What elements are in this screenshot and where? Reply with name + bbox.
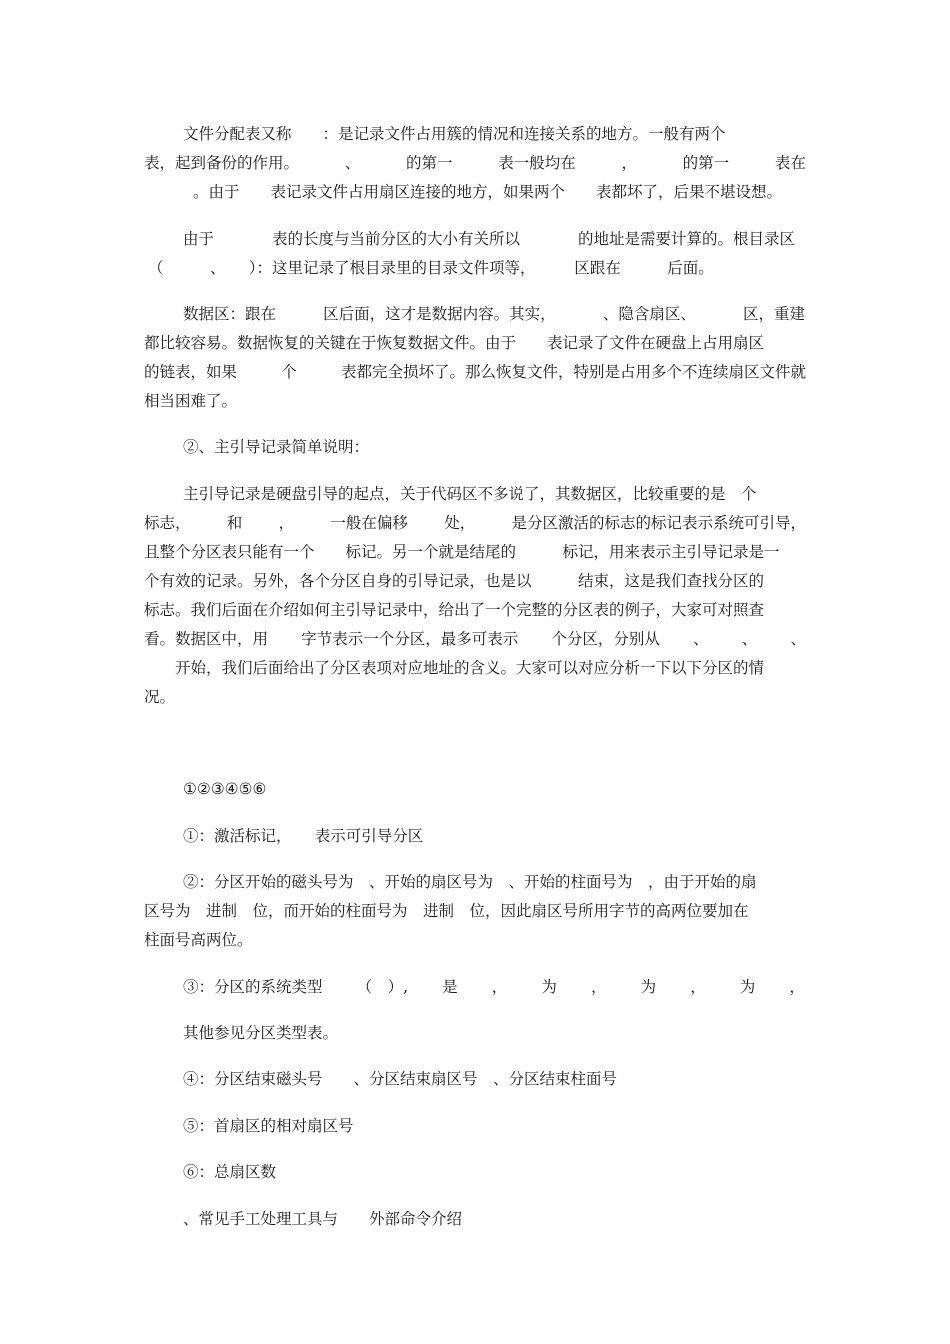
para2-line2: （ 、 ）：这里记录了根目录里的目录文件项等， 区跟在 后面。 bbox=[148, 259, 714, 277]
text-fragment: 表一般均在 bbox=[498, 154, 576, 172]
text-fragment: 区后面，这才是数据内容。其实， bbox=[323, 305, 556, 323]
item5-relative-sector: ⑤：首扇区的相对扇区号 bbox=[183, 1117, 354, 1135]
text-fragment: 看。数据区中，用 bbox=[144, 630, 269, 648]
text-fragment: ， bbox=[690, 978, 706, 996]
text-fragment: ， bbox=[590, 978, 607, 996]
text-fragment: 表的长度与当前分区的大小有关所以 bbox=[271, 230, 520, 248]
text-fragment: ， bbox=[491, 978, 508, 996]
text-fragment: 标志， bbox=[144, 514, 191, 532]
text-fragment: 为 bbox=[640, 978, 657, 996]
text-fragment: 为 bbox=[739, 978, 756, 996]
text-fragment: 、 bbox=[344, 154, 361, 172]
text-fragment: 是分区激活的标志的标记表示系统可引导， bbox=[511, 514, 806, 532]
text-fragment: ③：分区的系统类型 bbox=[183, 978, 323, 996]
text-fragment: 、 bbox=[741, 630, 758, 648]
item6-total-sectors: ⑥：总扇区数 bbox=[183, 1163, 277, 1181]
item2-line3: 柱面号高两位。 bbox=[144, 931, 253, 949]
text-fragment: 和 bbox=[226, 514, 243, 532]
text-fragment: 个分区，分别从 bbox=[551, 630, 660, 648]
text-fragment: （ ）, bbox=[356, 978, 409, 996]
para4-line8: 况。 bbox=[144, 688, 176, 706]
para3-line3 bbox=[144, 362, 806, 382]
text-fragment: 的地址是需要计算的。根目录区 bbox=[577, 230, 795, 248]
text-fragment: 为 bbox=[541, 978, 557, 996]
para4-line6 bbox=[144, 629, 806, 649]
para3-line2: 都比较容易。数据恢复的关键在于恢复数据文件。由于 表记录了文件在硬盘上占用扇区 bbox=[144, 334, 765, 352]
item1-active-flag: ①：激活标记， 表示可引导分区 bbox=[183, 827, 424, 845]
para4-line1: 主引导记录是硬盘引导的起点，关于代码区不多说了，其数据区，比较重要的是 个 bbox=[183, 485, 757, 503]
text-fragment: 一般在偏移 bbox=[330, 514, 408, 532]
para4-line4: 个有效的记录。另外，各个分区自身的引导记录，也是以 结束，这是我们查找分区的 bbox=[144, 572, 765, 590]
item3-line2: 其他参见分区类型表。 bbox=[183, 1024, 339, 1042]
text-fragment: ， bbox=[278, 514, 295, 532]
text-fragment: 的第一 bbox=[405, 154, 453, 172]
text-fragment: 的第一 bbox=[682, 154, 730, 172]
text-fragment: 、隐含扇区、 bbox=[602, 305, 696, 323]
text-fragment: 、 bbox=[693, 630, 709, 648]
text-fragment: 个 bbox=[281, 363, 297, 381]
para3-line4: 相当困难了。 bbox=[144, 392, 238, 410]
text-fragment: 区，重建 bbox=[742, 305, 805, 323]
section-heading-mbr: ②、主引导记录简单说明： bbox=[183, 438, 370, 456]
para4-line2 bbox=[144, 513, 806, 533]
text-fragment: 、 bbox=[790, 630, 806, 648]
text-fragment: ， bbox=[621, 154, 637, 172]
para1-line2 bbox=[144, 153, 806, 173]
para4-line3: 且整个分区表只能有一个 标记。另一个就是结尾的 标记，用来表示主引导记录是一 bbox=[144, 543, 780, 561]
circled-numbers-list: ①②③④⑤⑥ bbox=[183, 780, 267, 798]
section-title-tools: 、常见手工处理工具与 外部命令介绍 bbox=[183, 1210, 463, 1228]
para1-line3: 。由于 表记录文件占用扇区连接的地方，如果两个 表都坏了，后果不堪设想。 bbox=[193, 183, 783, 201]
item2-line1: ②：分区开始的磁头号为 、开始的扇区号为 、开始的柱面号为 ，由于开始的扇 bbox=[183, 873, 757, 891]
para4-line5: 标志。我们后面在介绍如何主引导记录中，给出了一个完整的分区表的例子，大家可对照查 bbox=[144, 601, 765, 619]
text-fragment: 是 bbox=[442, 978, 458, 996]
item3-line1 bbox=[183, 977, 805, 997]
text-fragment: 表，起到备份的作用。 bbox=[144, 154, 300, 172]
item2-line2: 区号为 进制 位，而开始的柱面号为 进制 位，因此扇区号所用字节的高两位要加在 bbox=[144, 902, 749, 920]
para1-line1: 文件分配表又称 ：是记录文件占用簇的情况和连接关系的地方。一般有两个 bbox=[183, 125, 726, 143]
text-fragment: 数据区：跟在 bbox=[183, 305, 277, 323]
text-fragment: ， bbox=[789, 978, 805, 996]
para4-line7: 开始，我们后面给出了分区表项对应地址的含义。大家可以对应分析一下以下分区的情 bbox=[175, 659, 765, 677]
item4-partition-end: ④：分区结束磁头号 、分区结束扇区号 、分区结束柱面号 bbox=[183, 1070, 618, 1088]
text-fragment: 由于 bbox=[183, 230, 215, 248]
text-fragment: 字节表示一个分区，最多可表示 bbox=[301, 630, 519, 648]
text-fragment: 表都完全损坏了。那么恢复文件，特别是占用多个不连续扇区文件就 bbox=[340, 363, 806, 381]
para3-line1 bbox=[183, 304, 805, 324]
para2-line1 bbox=[183, 229, 795, 249]
text-fragment: 处， bbox=[444, 514, 476, 532]
text-fragment: 表在 bbox=[774, 154, 806, 172]
text-fragment: 的链表，如果 bbox=[144, 363, 238, 381]
